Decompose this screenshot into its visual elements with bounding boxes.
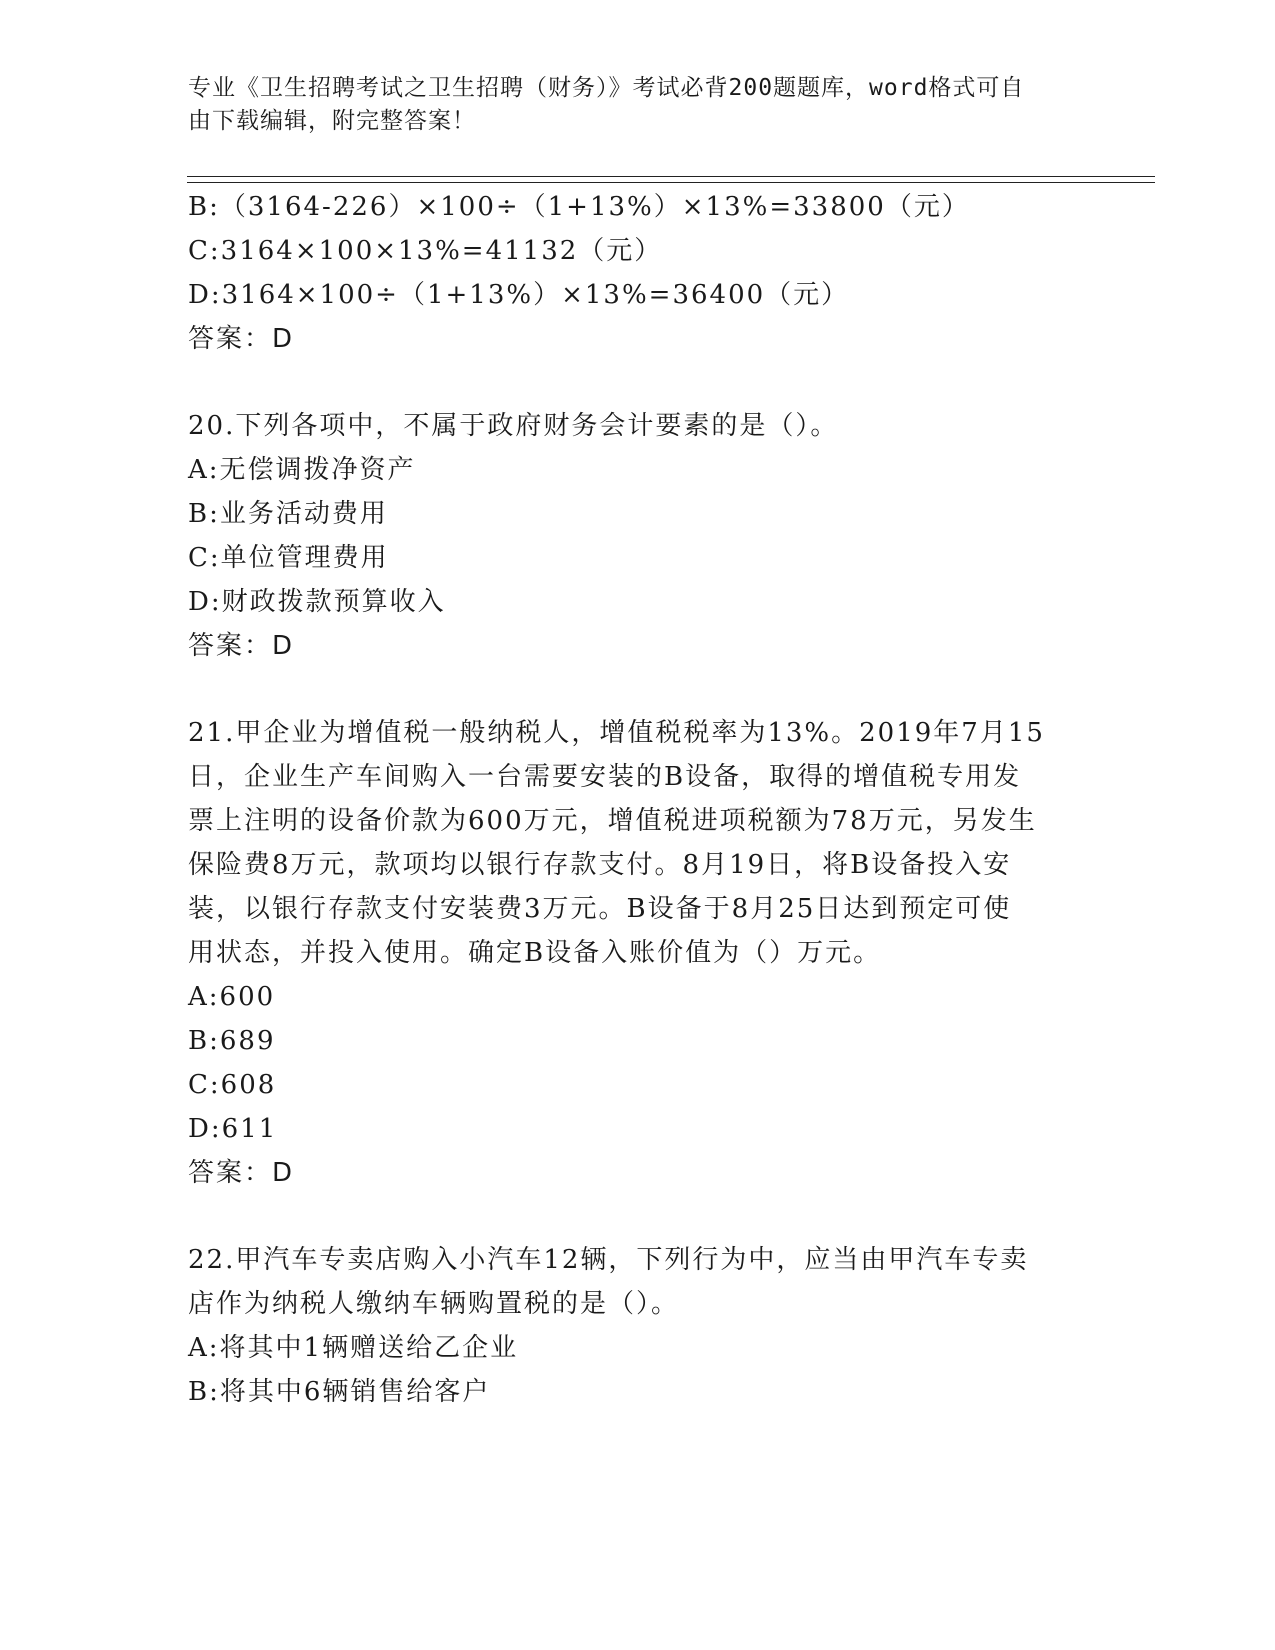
header-line-2: 由下载编辑，附完整答案！ [188,108,476,134]
q21-stem-line: 保险费8万元，款项均以银行存款支付。8月19日，将B设备投入安 [188,850,1012,880]
q19-option-c: C:3164×100×13%=41132（元） [188,236,663,266]
q21-stem-line: 票上注明的设备价款为600万元，增值税进项税额为78万元，另发生 [188,806,1037,836]
q21-stem-line: 用状态，并投入使用。确定B设备入账价值为（）万元。 [188,938,882,968]
header-divider-top [187,176,1155,177]
q21-stem-line: 日，企业生产车间购入一台需要安装的B设备，取得的增值税专用发 [188,762,1022,792]
q22-stem-line: 店作为纳税人缴纳车辆购置税的是（）。 [188,1289,680,1319]
q21-stem-line: 21.甲企业为增值税一般纳税人，增值税税率为13%。2019年7月15 [188,718,1045,748]
document-header [188,72,1088,138]
header-line-1: 专业《卫生招聘考试之卫生招聘（财务）》考试必背200题题库，word格式可自 [188,75,1025,101]
q20-answer: 答案：D [188,631,295,661]
q21-option-a: A:600 [188,982,276,1012]
q22-option-a: A:将其中1辆赠送给乙企业 [188,1333,519,1363]
header-divider-bottom [187,182,1155,183]
q20-option-d: D:财政拨款预算收入 [188,587,446,617]
q20-option-b: B:业务活动费用 [188,499,388,529]
q19-option-b: B:（3164-226）×100÷（1+13%）×13%=33800（元） [188,192,970,222]
q21-stem-line: 装，以银行存款支付安装费3万元。B设备于8月25日达到预定可使 [188,894,1012,924]
q21-option-c: C:608 [188,1070,277,1100]
q22-stem-line: 22.甲汽车专卖店购入小汽车12辆，下列行为中，应当由甲汽车专卖 [188,1245,1029,1275]
q20-option-a: A:无偿调拨净资产 [188,455,416,485]
q21-option-b: B:689 [188,1026,276,1056]
q20-stem: 20.下列各项中，不属于政府财务会计要素的是（）。 [188,411,839,441]
q19-option-d: D:3164×100÷（1+13%）×13%=36400（元） [188,280,850,310]
q19-answer: 答案：D [188,324,295,354]
q22-option-b: B:将其中6辆销售给客户 [188,1377,491,1407]
q21-answer: 答案：D [188,1158,295,1188]
q21-option-d: D:611 [188,1114,278,1144]
q20-option-c: C:单位管理费用 [188,543,389,573]
